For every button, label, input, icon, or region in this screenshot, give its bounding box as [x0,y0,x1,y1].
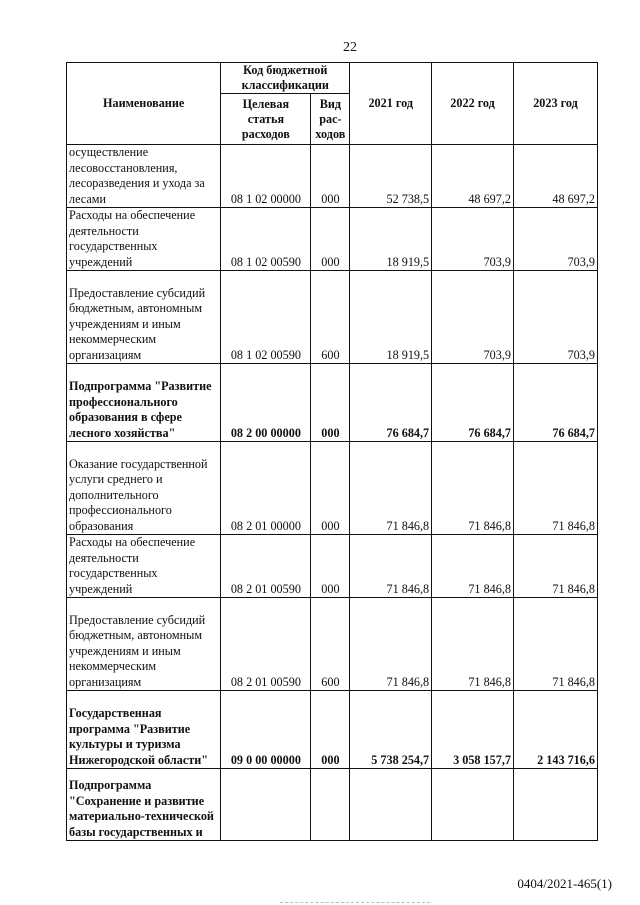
header-year-2021: 2021 год [350,63,432,145]
row-name: Подпрограмма "Сохранение и развитие материально-технической базы государственных и [67,769,221,841]
row-amount-2023: 76 684,7 [513,364,597,442]
header-budget-code: Код бюджетной классификации [221,63,350,94]
row-expense-kind: 600 [311,598,350,691]
row-name: Расходы на обеспечение деятельности государственных учреждений [67,535,221,598]
row-target-article: 08 2 01 00590 [221,598,311,691]
row-expense-kind: 000 [311,364,350,442]
row-expense-kind: 000 [311,691,350,769]
row-amount-2022: 71 846,8 [432,535,514,598]
row-amount-2023: 71 846,8 [513,442,597,535]
table-row [67,364,598,442]
row-amount-2022: 71 846,8 [432,442,514,535]
row-amount-2022: 48 697,2 [432,145,514,208]
header-target-article: Целевая статья расходов [221,94,311,145]
row-expense-kind: 000 [311,145,350,208]
row-amount-2021: 18 919,5 [350,271,432,364]
row-amount-2023: 71 846,8 [513,535,597,598]
row-amount-2021: 52 738,5 [350,145,432,208]
row-amount-2023: 703,9 [513,208,597,271]
table-row [67,145,598,208]
row-amount-2022: 3 058 157,7 [432,691,514,769]
table-row [67,442,598,535]
row-amount-2023 [513,769,597,841]
row-amount-2022: 71 846,8 [432,598,514,691]
document-id: 0404/2021-465(1) [517,876,612,891]
header-name: Наименование [67,63,221,145]
row-amount-2021 [350,769,432,841]
row-amount-2021: 71 846,8 [350,535,432,598]
row-target-article: 08 1 02 00590 [221,208,311,271]
row-amount-2021: 18 919,5 [350,208,432,271]
row-expense-kind: 000 [311,442,350,535]
row-name: осуществление лесовосстановления, лесоразведения и ухода за лесами [67,145,221,208]
header-year-2023: 2023 год [513,63,597,145]
row-amount-2023: 48 697,2 [513,145,597,208]
row-amount-2023: 703,9 [513,271,597,364]
header-year-2022: 2022 год [432,63,514,145]
row-amount-2022 [432,769,514,841]
table-row [67,691,598,769]
row-target-article: 08 1 02 00000 [221,145,311,208]
table-header [67,63,598,145]
row-amount-2021: 5 738 254,7 [350,691,432,769]
row-name: Расходы на обеспечение деятельности государственных учреждений [67,208,221,271]
table-row [67,598,598,691]
table-body [67,145,598,841]
row-name: Оказание государственной услуги среднего и дополнительного профессионального образования [67,442,221,535]
row-name: Предоставление субсидий бюджетным, автономным учреждениям и иным некоммерческим организациям [67,271,221,364]
row-amount-2022: 703,9 [432,208,514,271]
row-target-article: 08 2 01 00590 [221,535,311,598]
row-amount-2021: 71 846,8 [350,442,432,535]
row-target-article: 08 2 00 00000 [221,364,311,442]
row-target-article: 09 0 00 00000 [221,691,311,769]
row-target-article [221,769,311,841]
row-expense-kind [311,769,350,841]
table-row [67,769,598,841]
row-amount-2022: 703,9 [432,271,514,364]
row-name: Предоставление субсидий бюджетным, автономным учреждениям и иным некоммерческим организациям [67,598,221,691]
header-expense-kind: Вид рас-ходов [311,94,350,145]
page-number: 22 [343,40,357,55]
row-amount-2023: 2 143 716,6 [513,691,597,769]
footer-divider [280,902,430,904]
row-target-article: 08 2 01 00000 [221,442,311,535]
row-amount-2023: 71 846,8 [513,598,597,691]
table-row [67,271,598,364]
row-expense-kind: 000 [311,535,350,598]
row-amount-2021: 71 846,8 [350,598,432,691]
table-row [67,535,598,598]
row-amount-2021: 76 684,7 [350,364,432,442]
row-expense-kind: 600 [311,271,350,364]
row-expense-kind: 000 [311,208,350,271]
row-name: Подпрограмма "Развитие профессионального образования в сфере лесного хозяйства" [67,364,221,442]
table-row [67,208,598,271]
row-target-article: 08 1 02 00590 [221,271,311,364]
row-name: Государственная программа "Развитие культуры и туризма Нижегородской области" [67,691,221,769]
row-amount-2022: 76 684,7 [432,364,514,442]
budget-table [66,62,598,841]
